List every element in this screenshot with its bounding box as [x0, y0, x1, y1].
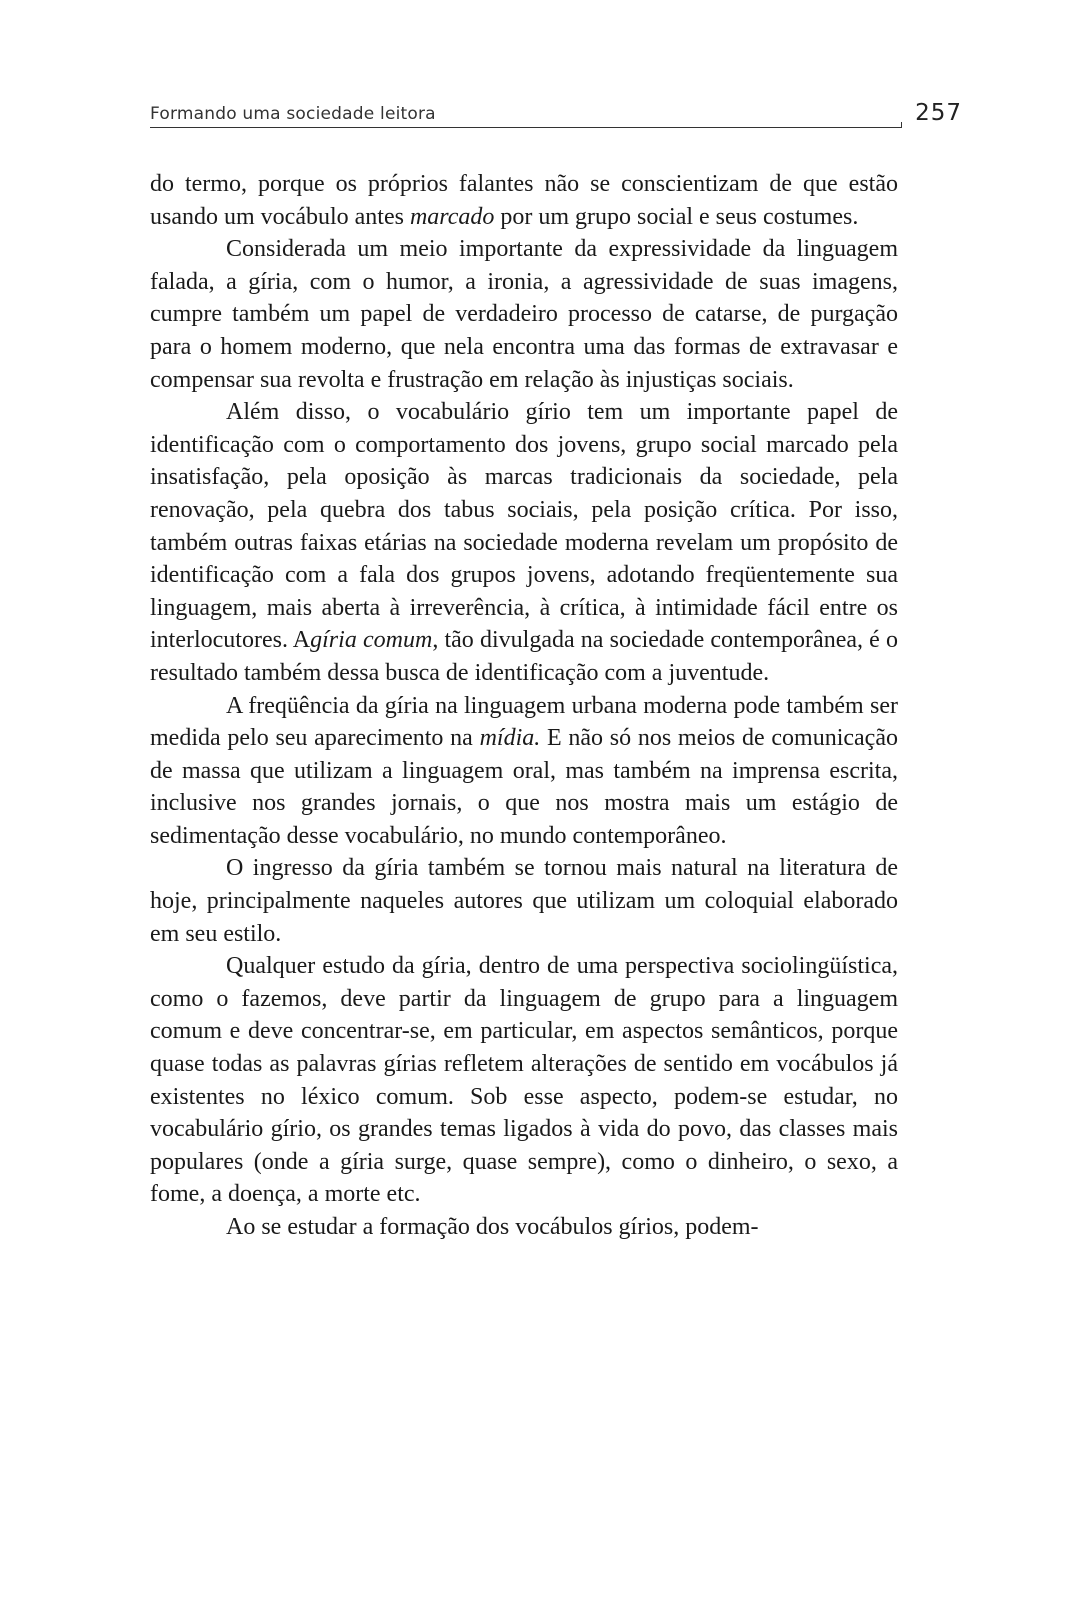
- header-rule: [150, 127, 902, 128]
- paragraph-3: [150, 396, 898, 689]
- running-title: Formando uma sociedade leitora: [150, 104, 436, 124]
- paragraph-4: [150, 690, 898, 853]
- paragraph-4-text-b: E não só nos meios de comunicação de massa que utilizam a linguagem oral, mas também na imprensa escrita, inclusive nos grandes jornais, o que nos mostra mais um estágio de sedimentação desse vocabulário, no mundo contemporâneo.: [150, 725, 898, 849]
- emphasis-midia: mídia.: [479, 725, 541, 752]
- paragraph-7: Ao se estudar a formação dos vocábulos gírios, podem-: [226, 1214, 759, 1240]
- page-header: [150, 100, 962, 130]
- paragraph-1-text-a: do termo, porque os próprios falantes não se conscientizam de que estão usando um vocábulo antes: [150, 171, 898, 230]
- emphasis-giria-comum: gíria comum: [310, 627, 433, 654]
- page-number: 257: [915, 100, 962, 126]
- emphasis-marcado: marcado: [409, 203, 495, 230]
- paragraph-3-text-a: Além disso, o vocabulário gírio tem um importante papel de identificação com o comportamento dos jovens, grupo social marcado pela insatisfação, pela oposição às marcas tradicionais da sociedade, pela renovação, pela quebra dos tabus sociais, pela posição crítica. Por isso, também outras faixas etárias na sociedade moderna revelam um propósito de identificação com a fala dos grupos jovens, adotando freqüentemente sua linguagem, mais aberta à irreverência, à crítica, à intimidade fácil entre os interlocutores. A: [150, 399, 898, 654]
- paragraph-3-text-b: , tão divulgada na sociedade contemporânea, é o resultado também dessa busca de identificação com a juventude.: [150, 627, 898, 686]
- paragraph-1-text-b: por um grupo social e seus costumes.: [494, 203, 859, 230]
- header-rule-tick: [901, 122, 902, 128]
- paragraph-2: Considerada um meio importante da expressividade da linguagem falada, a gíria, com o humor, a ironia, a agressividade de suas imagens, cumpre também um papel de verdadeiro processo de catarse, de purgação para o homem moderno, que nela encontra uma das formas de extravasar e compensar sua revolta e frustração em relação às injustiças sociais.: [150, 236, 898, 393]
- paragraph-5: O ingresso da gíria também se tornou mais natural na literatura de hoje, principalmente naqueles autores que utilizam um coloquial elaborado em seu estilo.: [150, 855, 898, 947]
- paragraph-1: [150, 168, 898, 233]
- body-text: [150, 168, 898, 1244]
- paragraph-6: Qualquer estudo da gíria, dentro de uma perspectiva sociolingüística, como o fazemos, deve partir da linguagem de grupo para a linguagem comum e deve concentrar-se, em particular, em aspectos semânticos, porque quase todas as palavras gírias refletem alterações de sentido em vocábulos já existentes no léxico comum. Sob esse aspecto, podem-se estudar, no vocabulário gírio, os grandes temas ligados à vida do povo, das classes mais populares (onde a gíria surge, quase sempre), como o dinheiro, o sexo, a fome, a doença, a morte etc.: [150, 953, 898, 1208]
- paragraph-4-text-a: A freqüência da gíria na linguagem urbana moderna pode também ser medida pelo seu aparecimento na: [150, 692, 898, 752]
